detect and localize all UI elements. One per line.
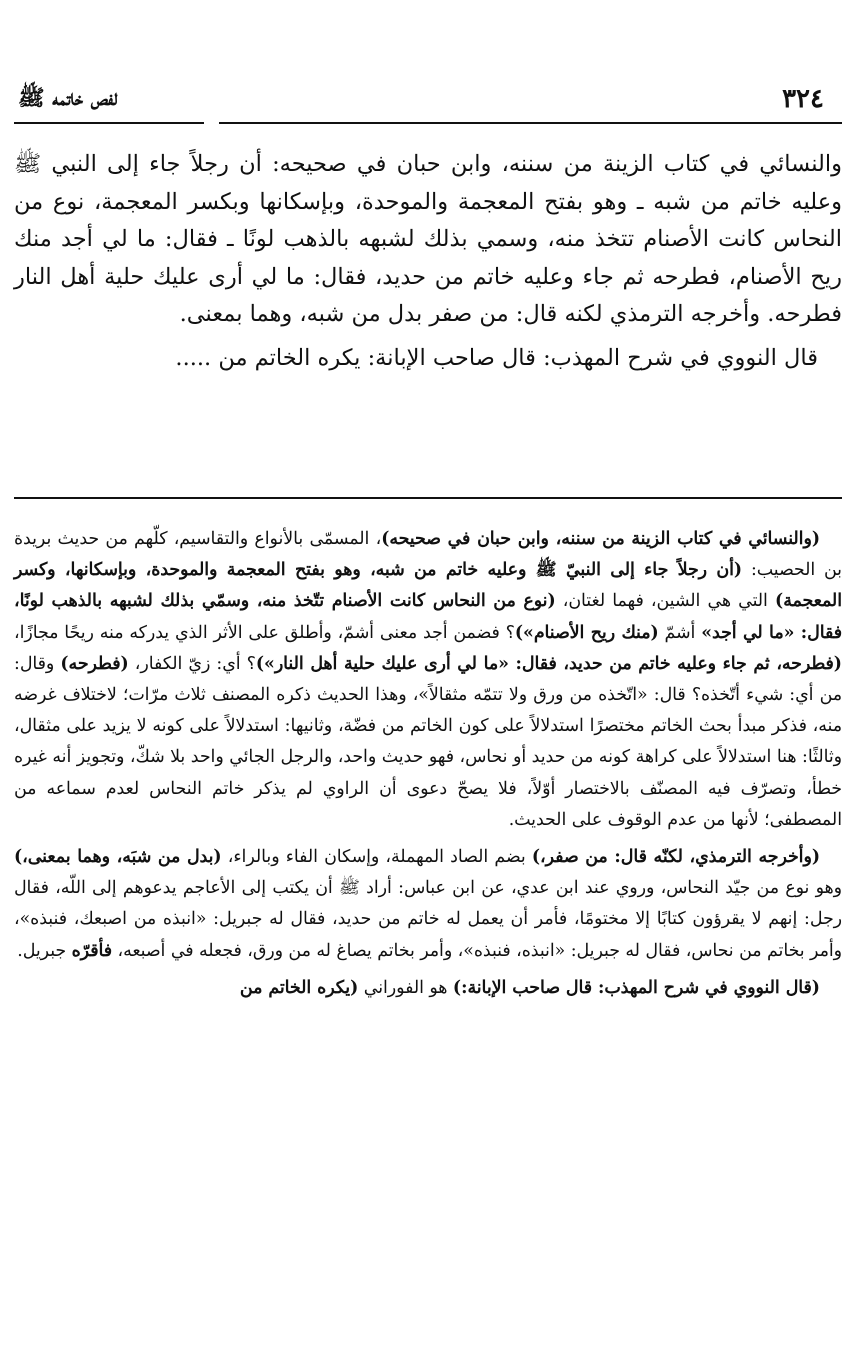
running-title: لفص خاتمه ﷺ: [18, 85, 118, 111]
commentary-paragraph: [14, 842, 842, 967]
commentary-text: جبريل.: [17, 940, 72, 961]
book-page: [14, 0, 842, 1363]
quoted-text: (أن رجلاً جاء إلى النبيّ ﷺ وعليه خاتم من شبه، وهو بفتح المعجمة والموحدة، وبإسكانها، وكسر المعجمة): [14, 560, 842, 612]
commentary: [14, 524, 842, 1010]
quoted-text: (قال النووي في شرح المهذب: قال صاحب الإبانة:): [452, 977, 820, 998]
quoted-text: (منك ريح الأصنام»): [514, 622, 659, 643]
quoted-text: (نوع من النحاس كانت الأصنام تتّخذ منه، وسمّي بذلك لشبهه بالذهب لونًا، فقال: «ما لي أجد»: [14, 591, 842, 643]
quoted-text: (بدل من شبَه، وهما بمعنى،): [14, 847, 222, 868]
commentary-text: ؟ أي: زيّ الكفار،: [128, 653, 256, 674]
header-rule: [219, 122, 842, 124]
commentary-text: وقال: من أي: شيء أتّخذه؟ قال: «اتّخذه من ورق ولا تتمّه مثقالاً»، وهذا الحديث ذكره المصنف ثلاث مرّات؛ لاختلاف غرضه منه، فذكر مبدأ بحث الخاتم مختصرًا استدلالاً على كون الخاتم من فضّة، وثانيها: استدلالاً على كونه لا يزيد على مثقال، وثالثًا: هنا استدلالاً على كراهة كونه من حديد أو نحاس، فهو حديث واحد، والرجل الجائي واحد بلا شكّ، وتجويز أنه غيره خطأ، وتصرّف فيه المصنّف بالاختصار أوّلاً، فلا يصحّ دعوى أن الراوي لم يذكر خاتم النحاس لعدم سماعه من المصطفى؛ لأنها من عدم الوقوف على الحديث.: [14, 653, 842, 830]
commentary-paragraph: [14, 524, 842, 836]
quoted-text: (فطرحه): [60, 653, 129, 674]
quoted-text: (يكره الخاتم من: [239, 977, 359, 998]
commentary-paragraph: [14, 973, 842, 1004]
quoted-text: فأقرّه: [71, 940, 112, 961]
commentary-text: التي هي الشين، فهما لغتان،: [555, 591, 776, 612]
quoted-text: (والنسائي في كتاب الزينة من سننه، وابن حبان في صحيحه): [381, 529, 821, 549]
text-separator-rule: [14, 497, 842, 499]
header-rule: [14, 122, 204, 124]
commentary-text: وهو نوع من جيّد النحاس، وروي عند ابن عدي، عن ابن عباس: أراد ﷺ أن يكتب إلى الأعاجم يدعوهم إلى اللّه، فقال رجل: إنهم لا يقرؤون كتابًا إلا مختومًا، فأمر أن يعمل له خاتم من حديد، فقال له جبريل: «انبذه من اصبعك، فنبذه»، وأمر بخاتم من نحاس، فقال له جبريل: «انبذه، فنبذه»، وأمر بخاتم يصاغ له من ورق، فجعله في أصبعه،: [14, 878, 842, 961]
commentary-text: هو الفوراني: [358, 977, 453, 998]
main-paragraph: والنسائي في كتاب الزينة من سننه، وابن حبان في صحيحه: أن رجلاً جاء إلى النبي ﷺ وعليه خاتم من شبه ـ وهو بفتح المعجمة والموحدة، وبإسكانها وبكسر المعجمة، نوع من النحاس كانت الأصنام تتخذ منه، وسمي بذلك لشبهه بالذهب لونًا ـ فقال: ما لي أجد منك ريح الأصنام، فطرحه ثم جاء وعليه خاتم من حديد، فقال: ما لي أرى عليك حلية أهل النار فطرحه. وأخرجه الترمذي لكنه قال: من صفر بدل من شبه، وهما بمعنى.: [14, 151, 842, 327]
main-paragraph: قال النووي في شرح المهذب: قال صاحب الإبانة: يكره الخاتم من .....: [175, 344, 818, 371]
main-text: [14, 146, 842, 377]
page-number: ٣٢٤: [782, 84, 824, 114]
quoted-text: (فطرحه، ثم جاء وعليه خاتم من حديد، فقال: «ما لي أرى عليك حلية أهل النار»): [255, 653, 842, 674]
page-header: [14, 80, 842, 120]
commentary-text: ؟ فضمن أجد معنى أشمّ، وأطلق على الأثر الذي يدركه منه ريحًا مجازًا،: [14, 622, 515, 643]
commentary-text: بضم الصاد المهملة، وإسكان الفاء وبالراء،: [221, 847, 532, 868]
commentary-text: ، المسمّى بالأنواع والتقاسيم، كلّهم من حديث بريدة بن الحصيب:: [14, 529, 842, 581]
commentary-text: أشمّ: [658, 622, 702, 643]
quoted-text: (وأخرجه الترمذي، لكنّه قال: من صفر،): [531, 847, 820, 868]
